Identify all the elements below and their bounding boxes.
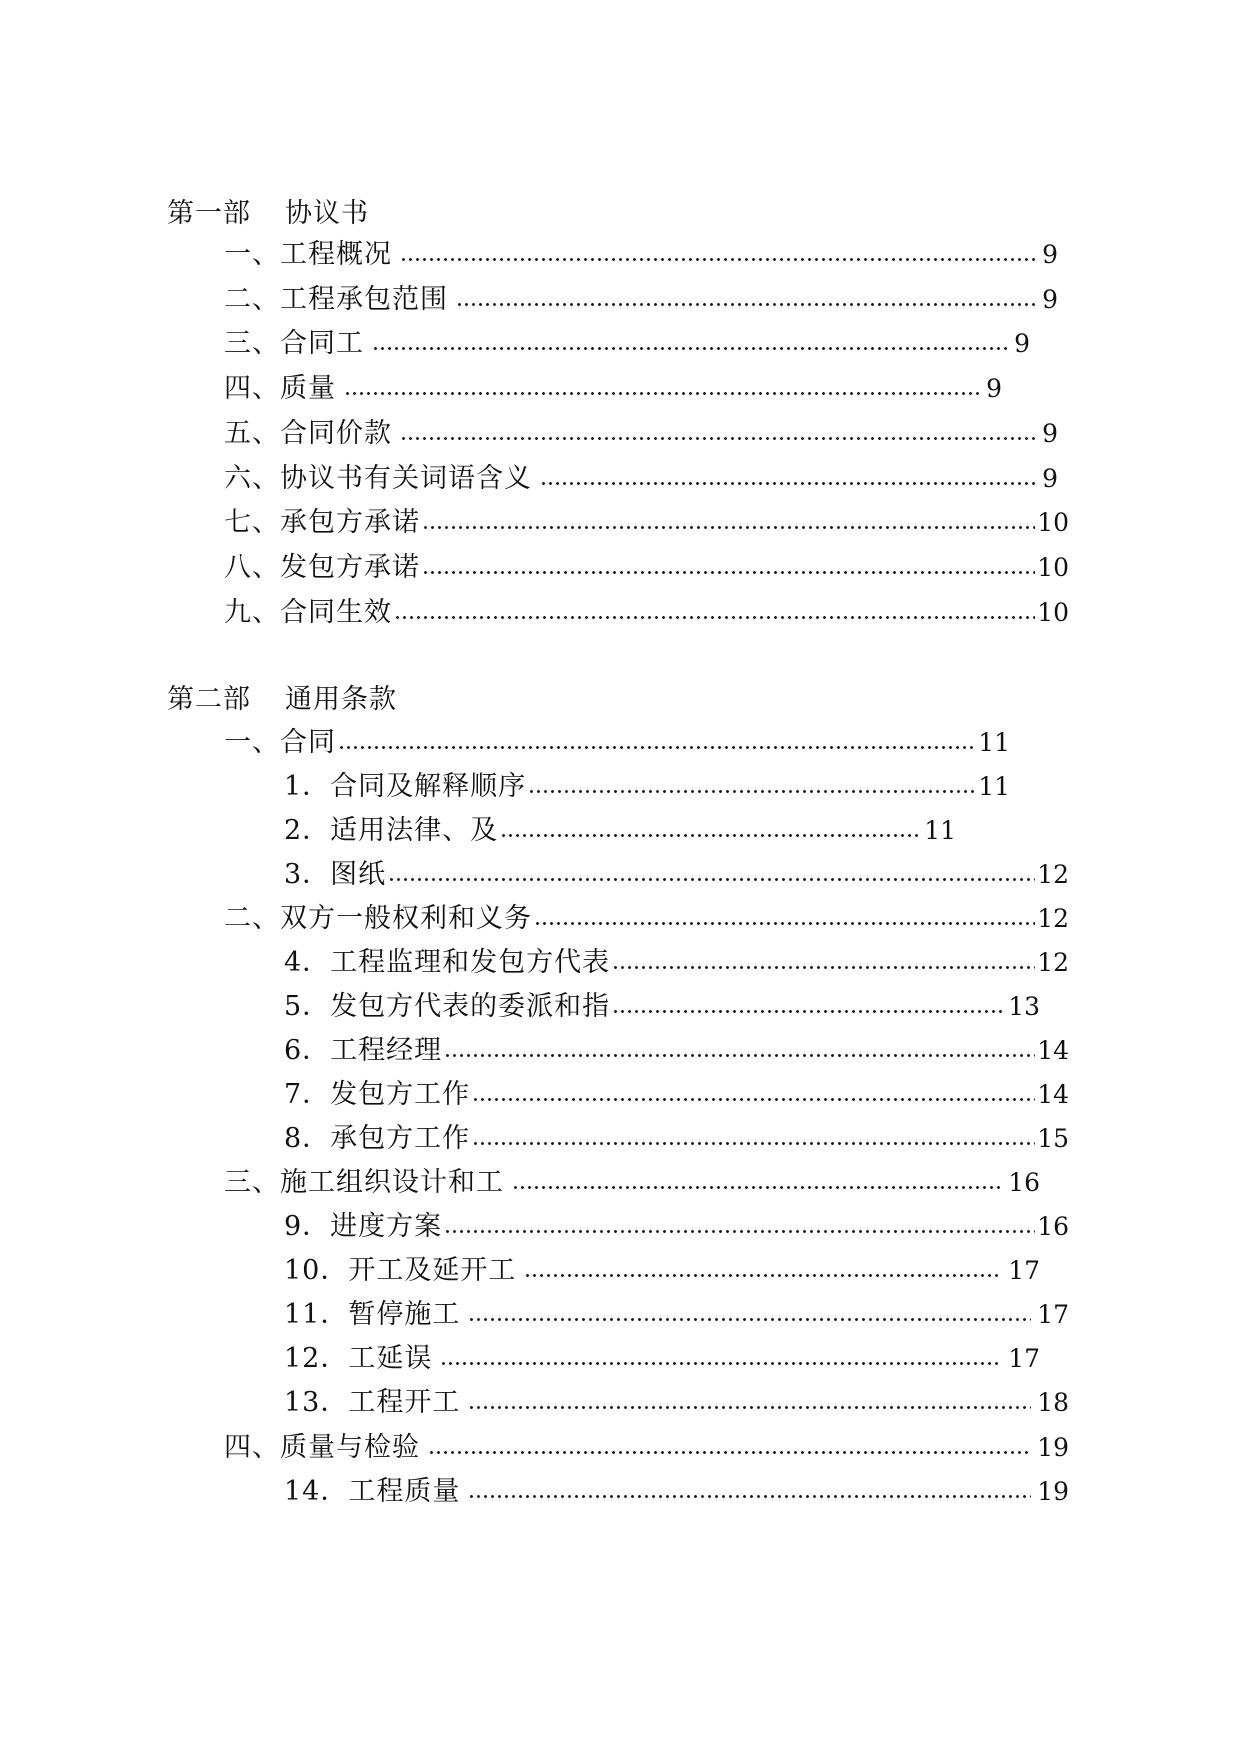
part-1-title	[167, 196, 369, 232]
toc-entry-page: 9	[1014, 329, 1030, 358]
toc-entry[interactable]	[284, 945, 1069, 981]
toc-entry-page: 10	[1037, 508, 1069, 537]
toc-entry[interactable]	[284, 1033, 1069, 1069]
toc-entry-page: 11	[978, 728, 1010, 757]
toc-entry[interactable]	[224, 595, 1069, 631]
toc-entry[interactable]	[284, 1385, 1069, 1421]
toc-entry-label: 11．暂停施工	[284, 1299, 461, 1330]
dot-leader	[528, 790, 976, 793]
dot-leader	[388, 878, 1035, 881]
toc-entry-page: 12	[1037, 948, 1069, 977]
toc-entry-page: 19	[1037, 1477, 1069, 1506]
toc-entry[interactable]	[284, 1253, 1040, 1289]
dot-leader	[372, 347, 1008, 350]
dot-leader	[456, 303, 1036, 306]
toc-entry-page: 11	[924, 816, 956, 845]
toc-entry-label: 三、施工组织设计和工	[224, 1167, 504, 1198]
dot-leader	[612, 966, 1035, 969]
toc-entry-page: 17	[1008, 1256, 1040, 1285]
toc-entry-label: 2．适用法律、及	[284, 815, 499, 846]
part-2-number: 第二部	[167, 684, 251, 715]
toc-entry[interactable]	[224, 1430, 1069, 1466]
toc-entry-label: 12．工延误	[284, 1343, 433, 1374]
part-2-name: 通用条款	[285, 684, 397, 715]
dot-leader	[422, 571, 1035, 574]
toc-entry-page: 17	[1008, 1344, 1040, 1373]
dot-leader	[500, 834, 922, 837]
dot-leader	[512, 1186, 1002, 1189]
toc-entry-label: 九、合同生效	[224, 597, 392, 628]
dot-leader	[400, 258, 1036, 261]
toc-entry-label: 四、质量与检验	[224, 1432, 420, 1463]
toc-entry[interactable]	[284, 1474, 1069, 1510]
toc-entry-page: 17	[1037, 1300, 1069, 1329]
toc-entry[interactable]	[284, 989, 1040, 1025]
toc-entry-page: 18	[1037, 1388, 1069, 1417]
toc-entry[interactable]	[284, 769, 1010, 805]
dot-leader	[394, 616, 1035, 619]
toc-entry-label: 三、合同工	[224, 328, 364, 359]
toc-entry-page: 14	[1037, 1080, 1069, 1109]
toc-entry[interactable]	[284, 1121, 1069, 1157]
dot-leader	[444, 1230, 1035, 1233]
toc-entry-page: 9	[1042, 464, 1058, 493]
toc-entry[interactable]	[224, 371, 1002, 407]
toc-entry-label: 5．发包方代表的委派和指	[284, 991, 611, 1022]
dot-leader	[444, 1054, 1035, 1057]
toc-entry-label: 六、协议书有关词语含义	[224, 463, 532, 494]
toc-entry-page: 12	[1037, 860, 1069, 889]
dot-leader	[472, 1098, 1035, 1101]
toc-entry-page: 16	[1008, 1168, 1040, 1197]
dot-leader	[400, 437, 1036, 440]
toc-entry-page: 9	[1042, 240, 1058, 269]
toc-entry[interactable]	[284, 1341, 1040, 1377]
toc-entry[interactable]	[224, 505, 1069, 541]
toc-entry-page: 16	[1037, 1212, 1069, 1241]
toc-entry-page: 10	[1037, 598, 1069, 627]
dot-leader	[468, 1495, 1031, 1498]
toc-entry[interactable]	[224, 416, 1058, 452]
dot-leader	[612, 1010, 1006, 1013]
dot-leader	[344, 392, 980, 395]
part-2-title	[167, 682, 397, 718]
toc-entry[interactable]	[224, 237, 1058, 273]
toc-entry-label: 13．工程开工	[284, 1387, 461, 1418]
dot-leader	[440, 1362, 1002, 1365]
toc-entry-page: 14	[1037, 1036, 1069, 1065]
toc-entry[interactable]	[284, 1209, 1069, 1245]
dot-leader	[534, 922, 1035, 925]
toc-entry-page: 15	[1037, 1124, 1069, 1153]
toc-entry-label: 9．进度方案	[284, 1211, 443, 1242]
toc-entry-label: 14．工程质量	[284, 1476, 461, 1507]
toc-entry[interactable]	[284, 857, 1069, 893]
toc-entry[interactable]	[224, 725, 1010, 761]
toc-entry-label: 4．工程监理和发包方代表	[284, 947, 611, 978]
toc-entry-label: 二、工程承包范围	[224, 284, 448, 315]
dot-leader	[540, 482, 1036, 485]
toc-entry-page: 10	[1037, 553, 1069, 582]
dot-leader	[428, 1451, 1031, 1454]
dot-leader	[338, 746, 976, 749]
dot-leader	[468, 1406, 1031, 1409]
toc-entry-label: 七、承包方承诺	[224, 507, 420, 538]
toc-entry[interactable]	[224, 461, 1058, 497]
toc-entry-label: 二、双方一般权利和义务	[224, 903, 532, 934]
toc-entry-page: 12	[1037, 904, 1069, 933]
toc-entry-label: 10．开工及延开工	[284, 1255, 517, 1286]
dot-leader	[524, 1274, 1002, 1277]
toc-entry[interactable]	[224, 550, 1069, 586]
toc-entry-label: 八、发包方承诺	[224, 552, 420, 583]
toc-entry-label: 3．图纸	[284, 859, 387, 890]
toc-entry[interactable]	[284, 1077, 1069, 1113]
toc-entry[interactable]	[224, 1165, 1040, 1201]
toc-entry[interactable]	[224, 282, 1058, 318]
toc-entry-page: 9	[1042, 419, 1058, 448]
part-1-name: 协议书	[285, 198, 369, 229]
toc-entry[interactable]	[224, 901, 1069, 937]
part-1-number: 第一部	[167, 198, 251, 229]
toc-entry-page: 9	[986, 374, 1002, 403]
toc-entry-label: 7．发包方工作	[284, 1079, 471, 1110]
toc-entry-page: 11	[978, 772, 1010, 801]
toc-entry[interactable]	[284, 1297, 1069, 1333]
toc-entry[interactable]	[224, 326, 1030, 362]
dot-leader	[472, 1142, 1035, 1145]
toc-entry-label: 四、质量	[224, 373, 336, 404]
toc-entry[interactable]	[284, 813, 956, 849]
toc-entry-page: 13	[1008, 992, 1040, 1021]
dot-leader	[468, 1318, 1031, 1321]
toc-entry-page: 9	[1042, 285, 1058, 314]
toc-entry-label: 一、合同	[224, 727, 336, 758]
toc-entry-label: 一、工程概况	[224, 239, 392, 270]
toc-entry-label: 6．工程经理	[284, 1035, 443, 1066]
toc-entry-label: 五、合同价款	[224, 418, 392, 449]
toc-entry-label: 1．合同及解释顺序	[284, 771, 527, 802]
toc-entry-label: 8．承包方工作	[284, 1123, 471, 1154]
dot-leader	[422, 526, 1035, 529]
toc-entry-page: 19	[1037, 1433, 1069, 1462]
